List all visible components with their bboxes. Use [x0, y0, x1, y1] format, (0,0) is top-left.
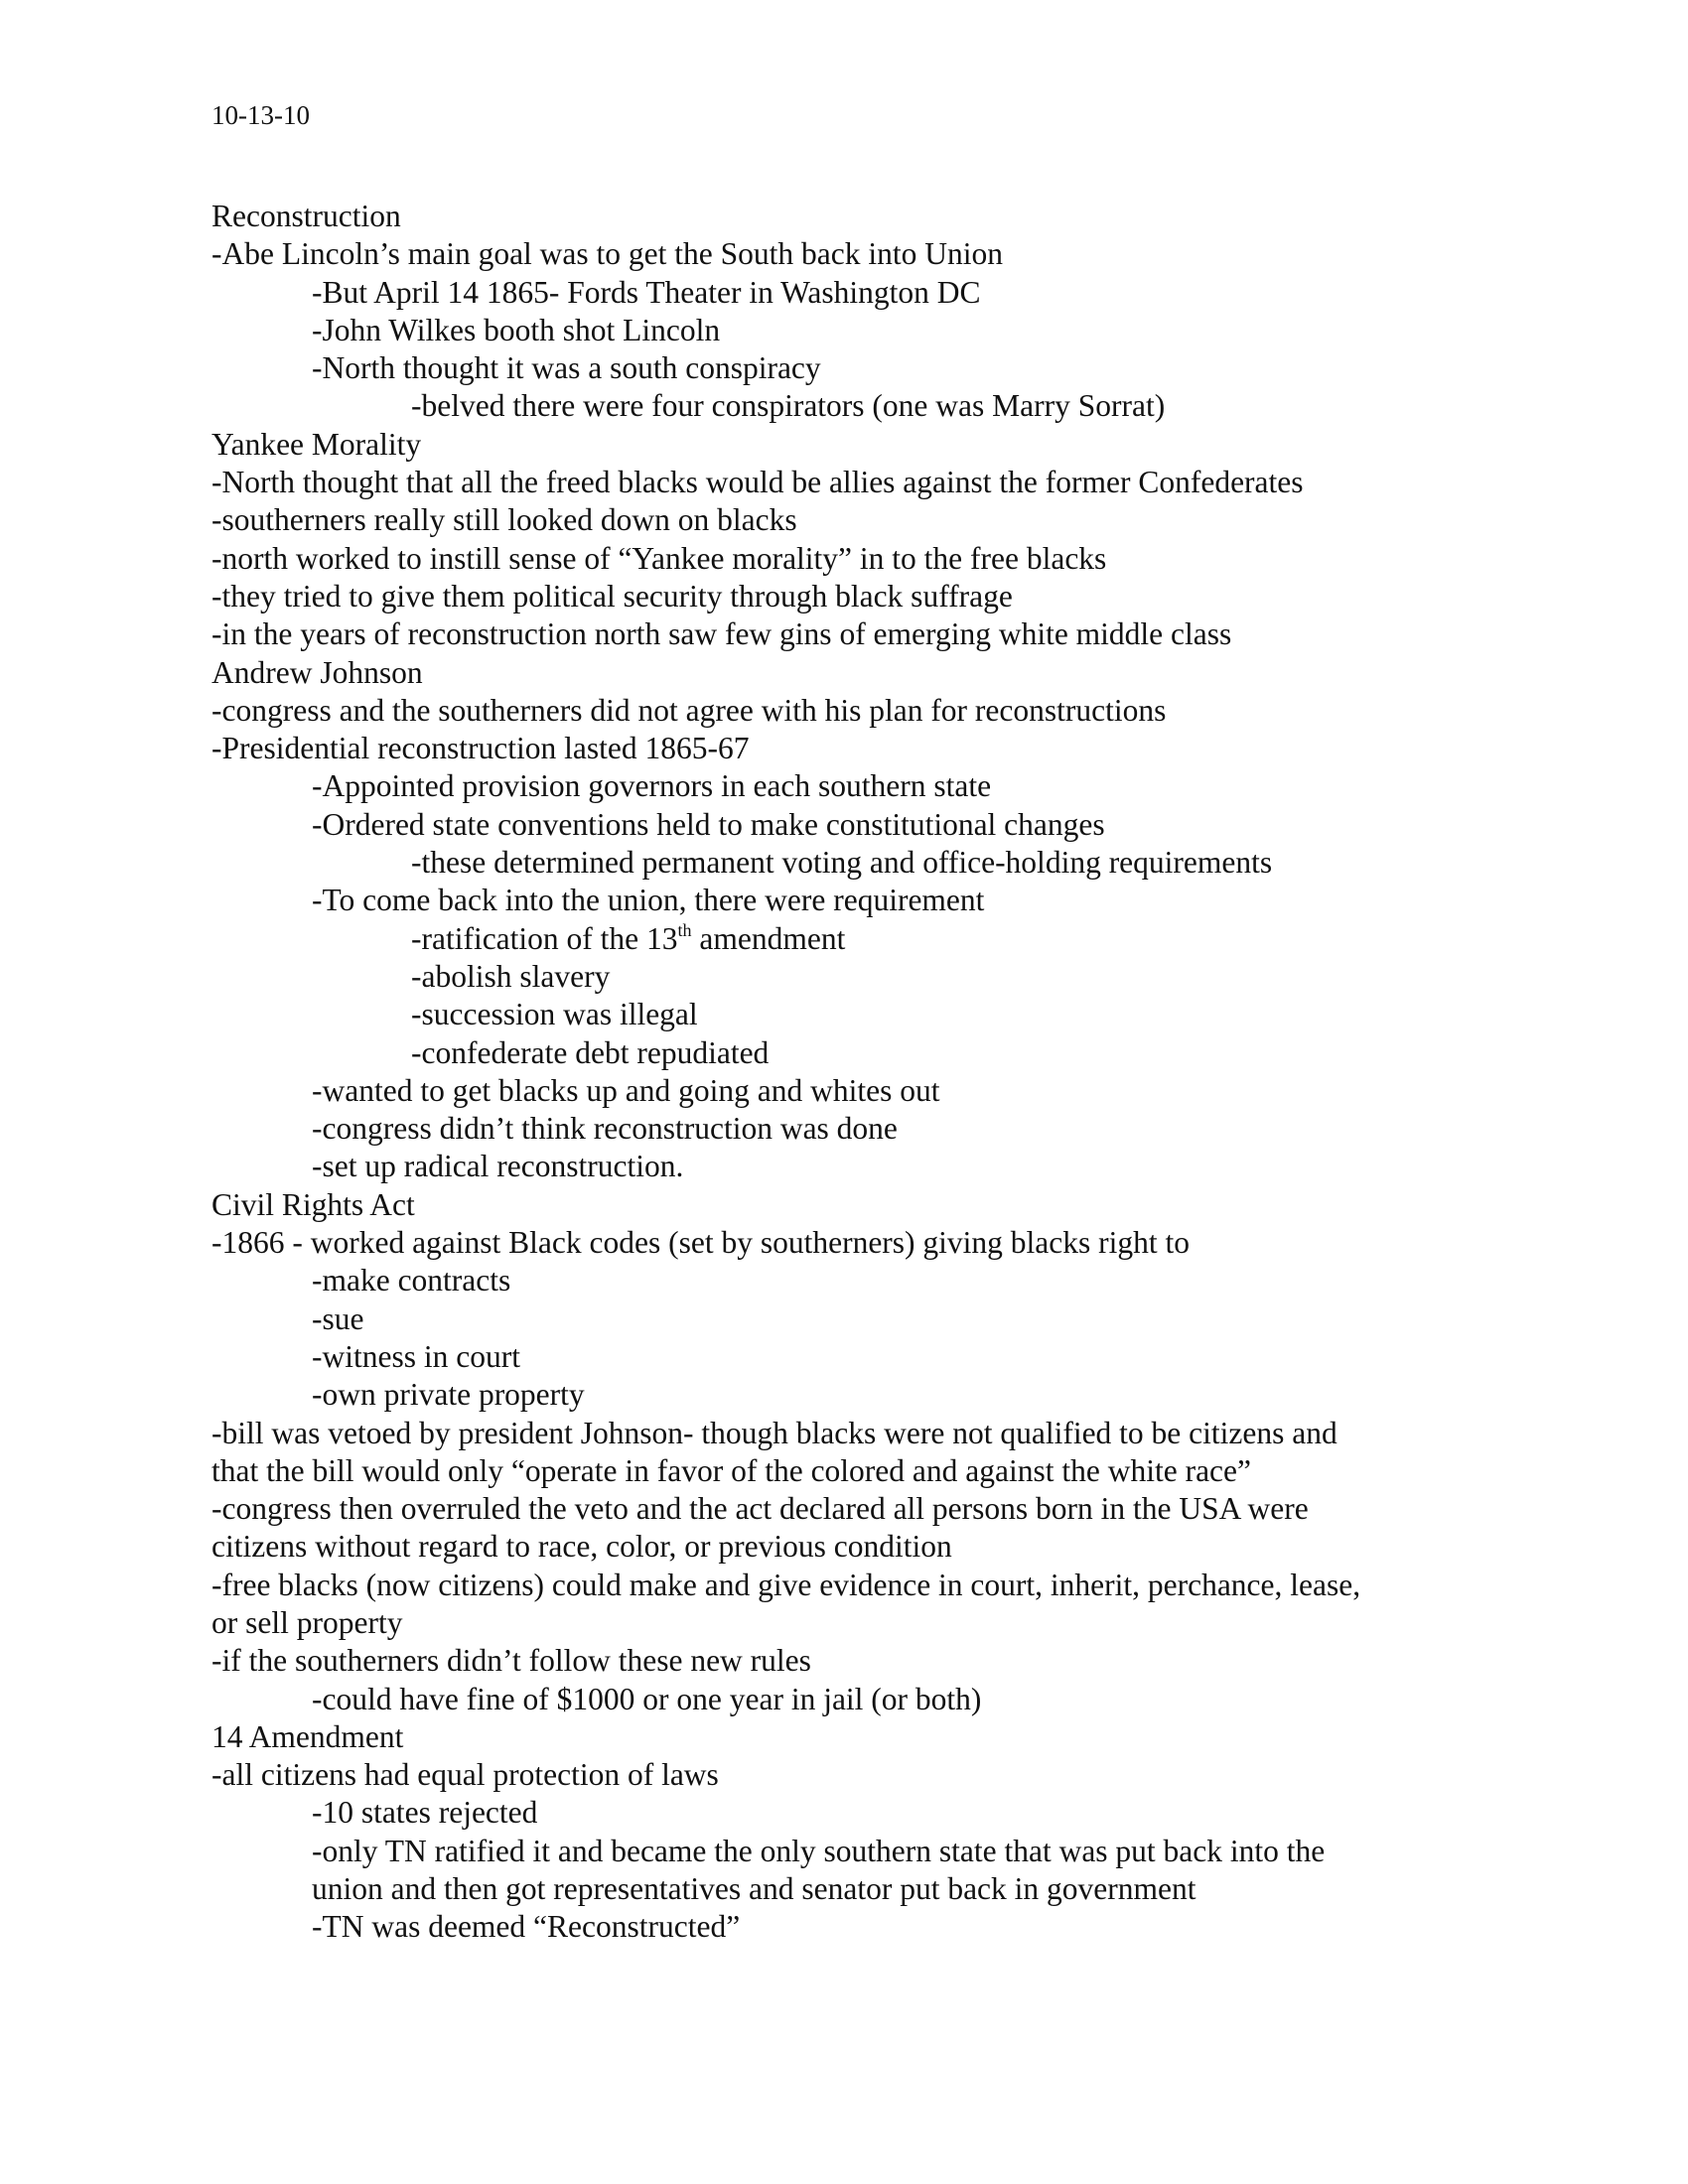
- section-heading-andrew-johnson: Andrew Johnson: [211, 654, 423, 690]
- note-line: -Presidential reconstruction lasted 1865-67: [211, 731, 750, 766]
- ratification-text-end: amendment: [691, 920, 846, 956]
- note-line: -make contracts: [312, 1263, 511, 1298]
- note-line: or sell property: [211, 1604, 403, 1640]
- note-line: -wanted to get blacks up and going and whites out: [312, 1072, 940, 1108]
- note-line: -belved there were four conspirators (one was Marry Sorrat): [411, 388, 1166, 424]
- note-line: -To come back into the union, there were requirement: [312, 883, 985, 918]
- note-line: -all citizens had equal protection of laws: [211, 1757, 719, 1793]
- note-line: -free blacks (now citizens) could make and give evidence in court, inherit, perchance, lease,: [211, 1567, 1361, 1602]
- note-line: -Abe Lincoln’s main goal was to get the South back into Union: [211, 236, 1003, 272]
- note-line: -in the years of reconstruction north saw few gins of emerging white middle class: [211, 616, 1232, 652]
- note-line: -sue: [312, 1300, 364, 1336]
- note-line: citizens without regard to race, color, or previous condition: [211, 1529, 952, 1565]
- note-line: that the bill would only “operate in favor of the colored and against the white race”: [211, 1452, 1251, 1488]
- note-line: -these determined permanent voting and office-holding requirements: [411, 845, 1273, 881]
- note-line: -But April 14 1865- Fords Theater in Washington DC: [312, 274, 981, 310]
- section-heading-civil-rights-act: Civil Rights Act: [211, 1186, 415, 1222]
- note-line: union and then got representatives and senator put back in government: [312, 1871, 1196, 1907]
- note-line: -could have fine of $1000 or one year in jail (or both): [312, 1681, 982, 1716]
- note-line: -1866 - worked against Black codes (set by southerners) giving blacks right to: [211, 1225, 1191, 1261]
- note-line: -10 states rejected: [312, 1795, 538, 1831]
- note-line: -bill was vetoed by president Johnson- though blacks were not qualified to be citizens and: [211, 1415, 1337, 1450]
- note-line: -north worked to instill sense of “Yankee morality” in to the free blacks: [211, 540, 1107, 576]
- note-line: -congress then overruled the veto and the act declared all persons born in the USA were: [211, 1491, 1309, 1527]
- note-line: -set up radical reconstruction.: [312, 1149, 684, 1184]
- note-line: -TN was deemed “Reconstructed”: [312, 1909, 741, 1945]
- note-line: -abolish slavery: [411, 958, 611, 994]
- note-line-ratification: [211, 920, 1502, 958]
- note-line: -southerners really still looked down on blacks: [211, 502, 797, 538]
- note-line: -congress didn’t think reconstruction was done: [312, 1111, 898, 1147]
- notes-body: [211, 198, 1502, 1947]
- note-line: -North thought that all the freed blacks would be allies against the former Confederates: [211, 465, 1304, 500]
- note-line: -only TN ratified it and became the only southern state that was put back into the: [312, 1833, 1326, 1868]
- note-line: -Appointed provision governors in each southern state: [312, 768, 992, 804]
- note-line: -Ordered state conventions held to make constitutional changes: [312, 806, 1105, 842]
- note-line: -congress and the southerners did not agree with his plan for reconstructions: [211, 692, 1167, 728]
- note-line: -they tried to give them political security through black suffrage: [211, 578, 1013, 614]
- note-line: -North thought it was a south conspiracy: [312, 350, 821, 386]
- section-heading-reconstruction: Reconstruction: [211, 199, 401, 233]
- note-line: -succession was illegal: [411, 997, 698, 1032]
- note-line: -John Wilkes booth shot Lincoln: [312, 312, 721, 347]
- section-heading-yankee-morality: Yankee Morality: [211, 426, 422, 462]
- note-line: -own private property: [312, 1377, 585, 1413]
- note-line: -confederate debt repudiated: [411, 1034, 770, 1070]
- note-line: -witness in court: [312, 1338, 520, 1374]
- ratification-text: -ratification of the 13: [411, 920, 678, 956]
- note-line: -if the southerners didn’t follow these new rules: [211, 1643, 811, 1679]
- note-date: 10-13-10: [211, 100, 310, 130]
- ordinal-suffix: th: [677, 919, 692, 940]
- section-heading-14-amendment: 14 Amendment: [211, 1718, 404, 1754]
